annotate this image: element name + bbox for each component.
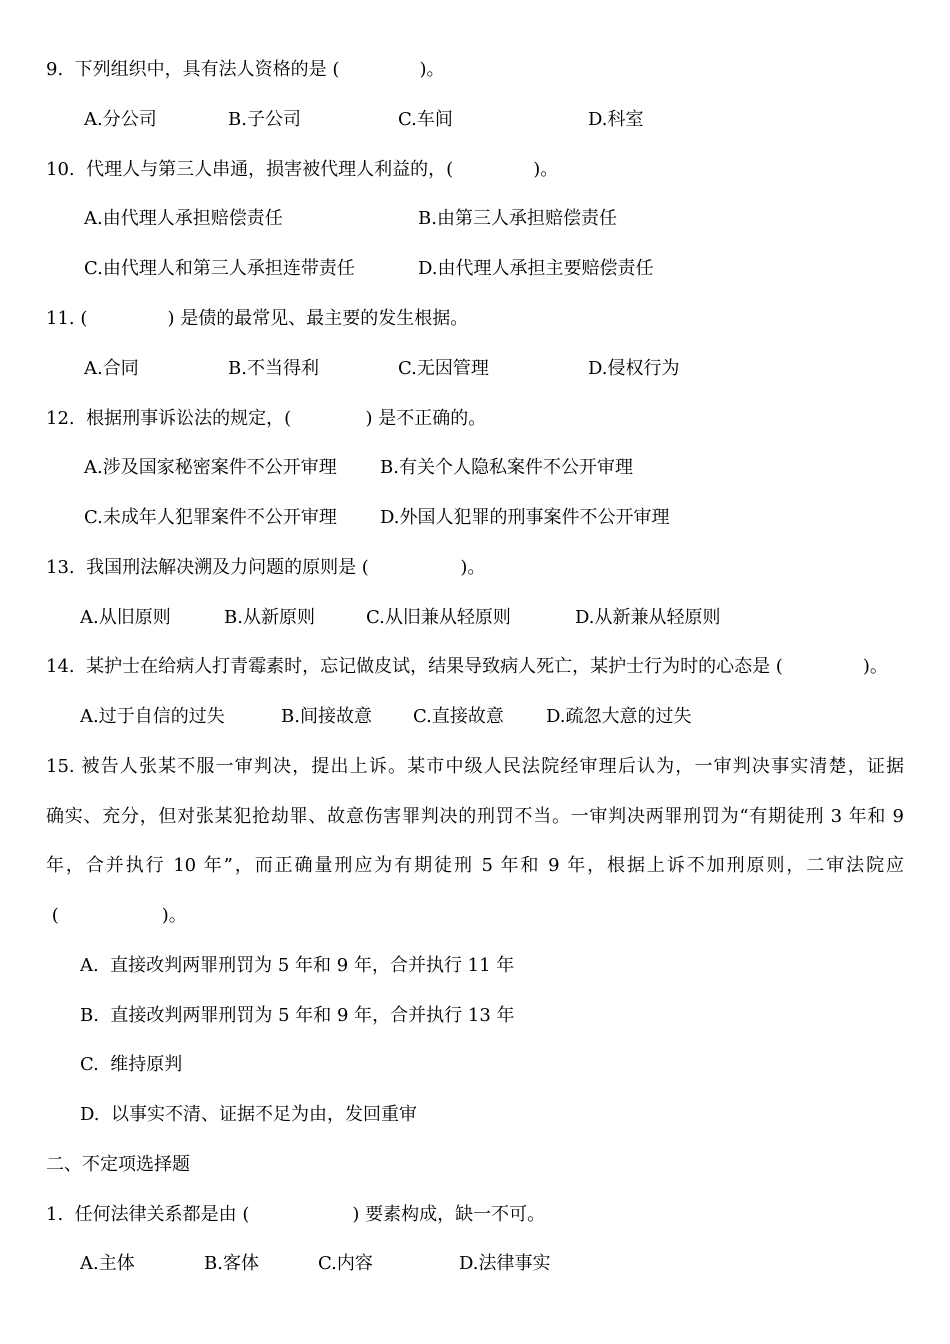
question-10-option-d: D.由代理人承担主要赔偿责任: [418, 258, 654, 279]
question-13-option-d: D.从新兼从轻原则: [575, 607, 721, 628]
question-15-option-c: C. 维持原判: [80, 1054, 183, 1075]
question-11-option-d: D.侵权行为: [588, 358, 680, 379]
section-heading: 二、不定项选择题: [46, 1154, 190, 1175]
question-14-option-b: B.间接故意: [281, 706, 372, 727]
question-10-option-a: A.由代理人承担赔偿责任: [84, 208, 283, 229]
question-10-option-b: B.由第三人承担赔偿责任: [418, 208, 617, 229]
question-13-option-a: A.从旧原则: [80, 607, 171, 628]
question-12-option-a: A.涉及国家秘密案件不公开审理: [84, 457, 337, 478]
question-14-option-a: A.过于自信的过失: [80, 706, 225, 727]
question-9-stem: 9. 下列组织中，具有法人资格的是 ( )。: [46, 59, 445, 80]
question-9-option-c: C.车间: [398, 109, 453, 130]
question-9-option-d: D.科室: [588, 109, 644, 130]
question-9-option-a: A.分公司: [84, 109, 157, 130]
question-14-option-d: D.疏忽大意的过失: [546, 706, 692, 727]
question-15-option-b: B. 直接改判两罪刑罚为 5 年和 9 年，合并执行 13 年: [80, 1005, 515, 1026]
question-15-stem-line-3: 年，合并执行 10 年”，而正确量刑应为有期徒刑 5 年和 9 年，根据上诉不加刑原则，二审法院应: [46, 855, 904, 876]
question-10-option-c: C.由代理人和第三人承担连带责任: [84, 258, 355, 279]
question-13-option-b: B.从新原则: [224, 607, 315, 628]
question-9-option-b: B.子公司: [228, 109, 301, 130]
section-question-1-option-b: B.客体: [204, 1253, 259, 1274]
question-12-stem: 12. 根据刑事诉讼法的规定，( ) 是不正确的。: [46, 408, 487, 429]
question-13-option-c: C.从旧兼从轻原则: [366, 607, 511, 628]
section-question-1-stem: 1. 任何法律关系都是由 ( ) 要素构成，缺一不可。: [46, 1204, 546, 1225]
question-12-option-c: C.未成年人犯罪案件不公开审理: [84, 507, 337, 528]
question-15-option-d: D. 以事实不清、证据不足为由，发回重审: [80, 1104, 417, 1125]
question-15-stem-line-1: 15. 被告人张某不服一审判决，提出上诉。某市中级人民法院经审理后认为，一审判决事实清楚，证据: [46, 756, 904, 777]
question-15-option-a: A. 直接改判两罪刑罚为 5 年和 9 年，合并执行 11 年: [80, 955, 515, 976]
question-11-option-b: B.不当得利: [228, 358, 319, 379]
question-10-stem: 10. 代理人与第三人串通，损害被代理人利益的，( )。: [46, 159, 559, 180]
question-11-stem: 11. ( ) 是债的最常见、最主要的发生根据。: [46, 308, 469, 329]
section-question-1-option-d: D.法律事实: [459, 1253, 551, 1274]
section-question-1-option-a: A.主体: [80, 1253, 135, 1274]
section-question-1-option-c: C.内容: [318, 1253, 373, 1274]
question-11-option-c: C.无因管理: [398, 358, 489, 379]
question-11-option-a: A.合同: [84, 358, 139, 379]
question-13-stem: 13. 我国刑法解决溯及力问题的原则是 ( )。: [46, 557, 486, 578]
question-12-option-d: D.外国人犯罪的刑事案件不公开审理: [380, 507, 670, 528]
question-15-stem-line-2: 确实、充分，但对张某犯抢劫罪、故意伤害罪判决的刑罚不当。一审判决两罪刑罚为“有期徒刑 3 年和 9: [46, 806, 904, 827]
question-14-option-c: C.直接故意: [413, 706, 504, 727]
question-15-stem-line-4: ( )。: [46, 905, 187, 926]
question-14-stem: 14. 某护士在给病人打青霉素时，忘记做皮试，结果导致病人死亡，某护士行为时的心态是 ( )。: [46, 656, 888, 677]
question-12-option-b: B.有关个人隐私案件不公开审理: [380, 457, 633, 478]
